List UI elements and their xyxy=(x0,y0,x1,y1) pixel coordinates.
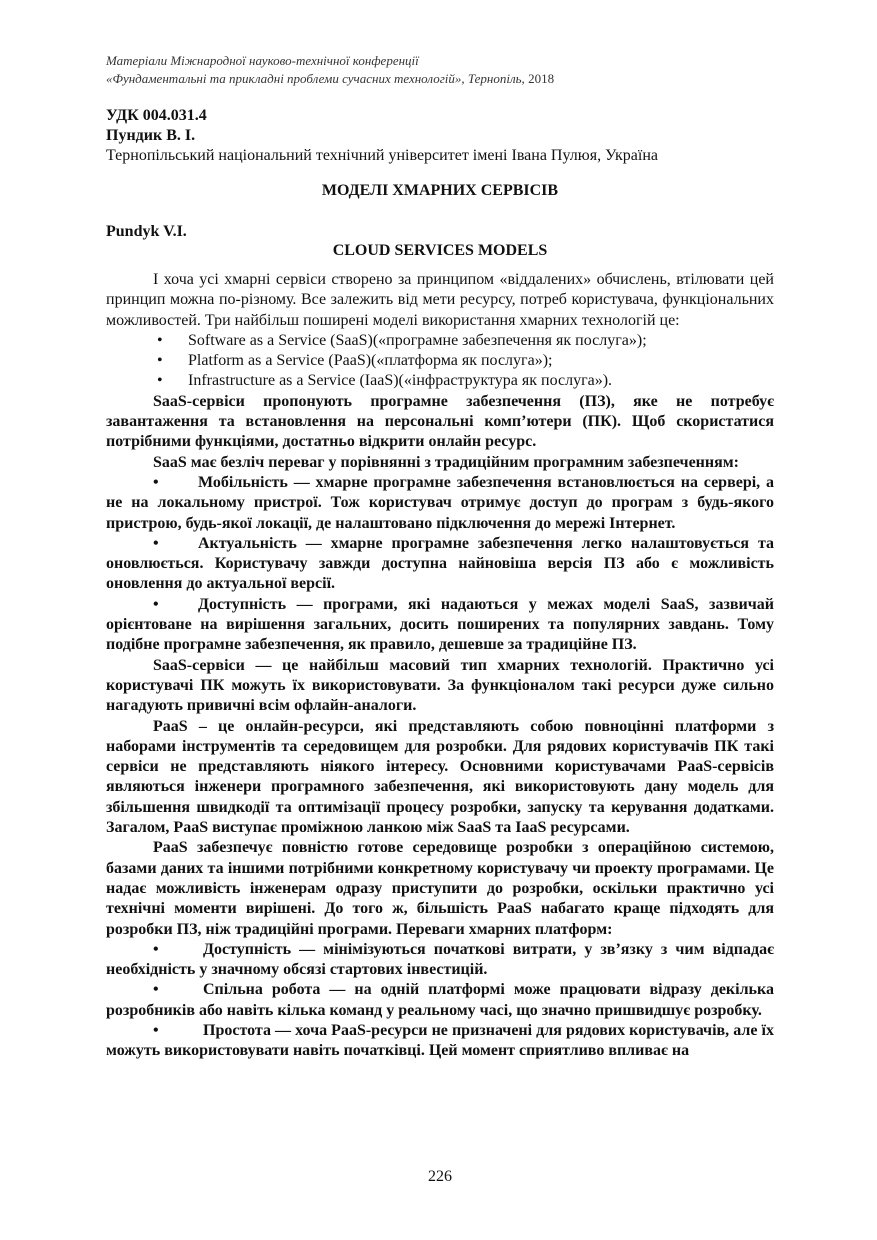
page-number: 226 xyxy=(428,1168,452,1185)
saas-advantage-text: Актуальність — хмарне програмне забезпечення легко налаштовується та оновлюється. Користувачу завжди доступна найновіша версія ПЗ або є можливість оновлення до актуальної версії. xyxy=(106,534,774,593)
saas-advantage-text: Доступність — програми, які надаються у межах моделі SaaS, зазвичай орієнтоване на вирішення загальних, досить поширених та популярних завдань. Тому подібне програмне забезпечення, як правило, дешевше за традиційне ПЗ. xyxy=(106,595,774,654)
paas-advantage-simplicity xyxy=(106,1021,774,1062)
saas-advantage-actuality xyxy=(106,534,774,595)
title-english: CLOUD SERVICES MODELS xyxy=(332,242,548,259)
bullet-icon: • xyxy=(157,331,163,349)
bullet-icon: • xyxy=(153,595,159,613)
saas-advantages-intro: SaaS має безліч переваг у порівнянні з традиційним програмним забезпеченням: xyxy=(153,453,739,471)
header-line-2 xyxy=(106,70,774,88)
header-line-1: Матеріали Міжнародної науково-технічної конференції xyxy=(106,53,419,68)
model-iaas: Infrastructure as a Service (IaaS)(«інфраструктура як послуга»). xyxy=(188,372,613,390)
bullet-icon: • xyxy=(153,981,159,999)
paas-advantage-collaboration xyxy=(106,980,774,1021)
paas-advantage-text: Спільна робота — на одній платформі може працювати відразу декілька розробників або навіть кілька команд у реальному часі, що значно пришвидшує розробку. xyxy=(106,981,774,1019)
list-item xyxy=(106,351,774,371)
author-name-english: Pundyk V.I. xyxy=(106,223,187,240)
running-header xyxy=(106,52,774,88)
saas-advantage-availability xyxy=(106,595,774,656)
saas-definition: SaaS-сервіси пропонують програмне забезпечення (ПЗ), яке не потребує завантаження та встановлення на персональні комп’ютери (ПК). Щоб скористатися потрібними функціями, достатньо відкрити онлайн ресурс. xyxy=(106,392,774,451)
author-name: Пундик В. І. xyxy=(106,127,196,144)
paas-advantage-text: Простота — хоча PaaS-ресурси не призначені для рядових користувачів, але їх можуть використовувати навіть початківці. Цей момент сприятливо впливає на xyxy=(106,1021,774,1060)
paas-advantage-text: Доступність — мінімізуються початкові витрати, у зв’язку з чим відпадає необхідність у значному обсязі стартових інвестицій. xyxy=(106,940,774,979)
bullet-icon: • xyxy=(153,1021,159,1039)
title-ukrainian: МОДЕЛІ ХМАРНИХ СЕРВІСІВ xyxy=(321,182,559,199)
affiliation: Тернопільський національний технічний університет імені Івана Пулюя, Україна xyxy=(106,147,658,164)
list-item xyxy=(106,331,774,351)
udk-code: УДК 004.031.4 xyxy=(106,107,207,124)
saas-mass-paragraph: SaaS-сервіси — це найбільш масовий тип хмарних технологій. Практично усі користувачі ПК можуть їх використовувати. За функціоналом такі ресурси дуже сильно нагадують привичні всім офлайн-аналоги. xyxy=(106,656,774,715)
header-line-2-text: «Фундаментальні та прикладні проблеми сучасних технологій», Тернопіль, xyxy=(106,71,525,86)
saas-advantage-text: Мобільність — хмарне програмне забезпечення встановлюється на сервері, а не на локальному пристрої. Тож користувач отримує доступ до програм з будь-якого пристрою, будь-якої локації, де налаштовано підключення до мережі Інтернет. xyxy=(106,473,774,532)
article-body xyxy=(106,270,774,1062)
list-item xyxy=(106,371,774,391)
model-paas: Platform as a Service (PaaS)(«платформа як послуга»); xyxy=(188,352,553,370)
bullet-icon: • xyxy=(153,473,159,491)
saas-advantage-mobility xyxy=(106,473,774,534)
model-saas: Software as a Service (SaaS)(«програмне забезпечення як послуга»); xyxy=(188,331,647,349)
paas-environment: PaaS забезпечує повністю готове середовище розробки з операційною системою, базами даних та іншими потрібними конкретному користувачу чи проекту програмами. Це надає можливість інженерам одразу приступити до розробки, оскільки практично усі технічні моменти вирішені. До того ж, більшість PaaS набагато краще підходять для розробки ПЗ, ніж традиційні програми. Переваги хмарних платформ: xyxy=(106,839,774,938)
paas-advantage-availability xyxy=(106,940,774,981)
bullet-icon: • xyxy=(157,372,163,390)
bullet-icon: • xyxy=(153,940,159,958)
article-meta xyxy=(106,106,774,166)
paas-definition: PaaS – це онлайн-ресурси, які представляють собою повноцінні платформи з наборами інструментів та середовищем для розробки. Для рядових користувачів ПК такі сервіси не представляють ніякого інтересу. Основними користувачами PaaS-сервісів являються інженери програмного забезпечення, які використовують дану модель для збільшення швидкодії та оптимізації процесу розробки, запуску та керування додатками. Загалом, PaaS виступає проміжною ланкою між SaaS та IaaS ресурсами. xyxy=(106,717,774,837)
header-year: 2018 xyxy=(528,71,555,86)
bullet-icon: • xyxy=(157,352,163,370)
models-list xyxy=(106,331,774,392)
intro-paragraph: І хоча усі хмарні сервіси створено за принципом «віддалених» обчислень, втілювати цей принцип можна по-різному. Все залежить від мети ресурсу, потреб користувача, функціональних можливостей. Три найбільш поширені моделі використання хмарних технологій це: xyxy=(106,271,774,329)
bullet-icon: • xyxy=(153,534,159,552)
